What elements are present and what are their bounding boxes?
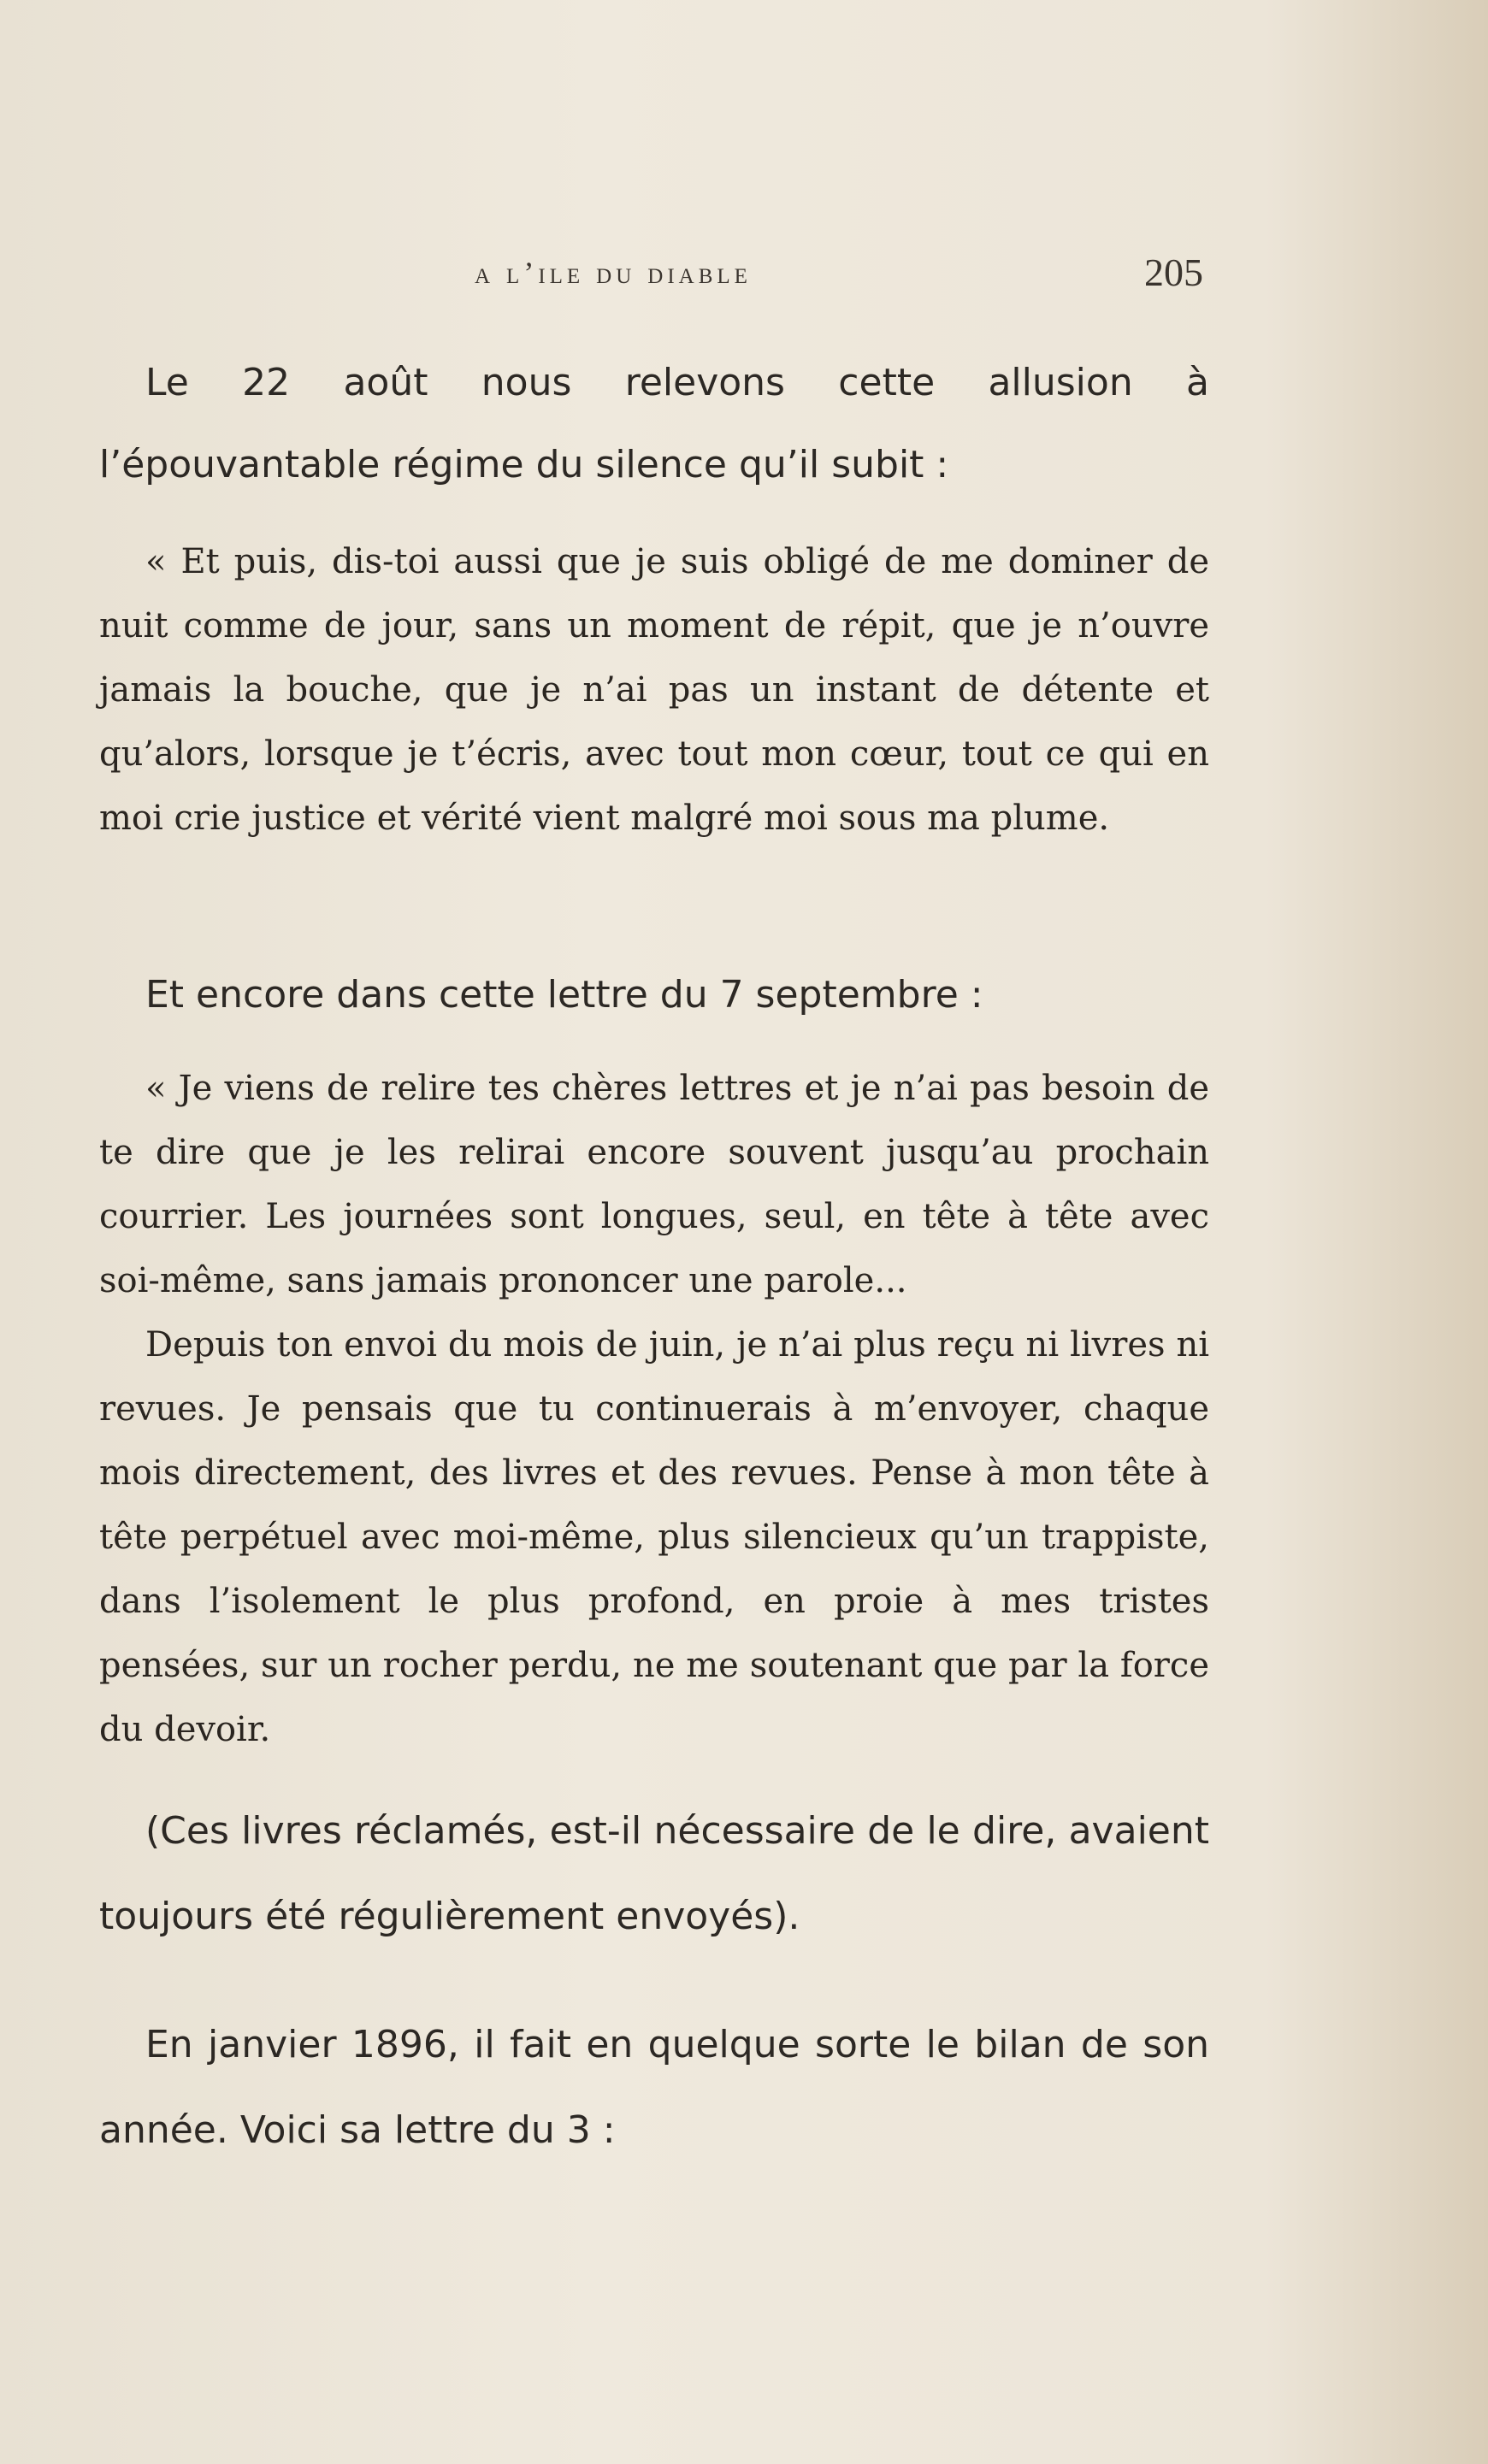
paragraph-intro-september: Et encore dans cette lettre du 7 septembre :	[145, 973, 983, 1017]
page-header	[0, 250, 1488, 298]
quote-september-letter-part2: Depuis ton envoi du mois de juin, je n’ai plus reçu ni livres ni revues. Je pensais que tu continuerais à m’envoyer, chaque mois directement, des livres et des revues. Pense à mon tête à tête perpétuel avec moi-même, plus silencieux qu’un trappiste, dans l’isolement le plus profond, en proie à mes tristes pensées, sur un rocher perdu, ne me soutenant que par la force du devoir.	[99, 1325, 1209, 1749]
quote-august-letter: « Et puis, dis-toi aussi que je suis obligé de me dominer de nuit comme de jour, sans un moment de répit, que je n’ouvre jamais la bouche, que je n’ai pas un instant de détente et qu’alors, lorsque je t’écris, avec tout mon cœur, tout ce qui en moi crie justice et vérité vient malgré moi sous ma plume.	[99, 542, 1209, 838]
paragraph-books-note: (Ces livres réclamés, est-il nécessaire de le dire, avaient toujours été régulièrement envoyés).	[99, 1809, 1209, 1938]
quote-september-letter-part1: « Je viens de relire tes chères lettres et je n’ai pas besoin de te dire que je les relirai encore souvent jusqu’au prochain courrier. Les journées sont longues, seul, en tête à tête avec soi-même, sans jamais prononcer une parole...	[99, 1069, 1209, 1300]
paragraph-january-1896: En janvier 1896, il fait en quelque sorte le bilan de son année. Voici sa lettre du 3 :	[99, 2023, 1209, 2152]
page-number: 205	[1144, 251, 1203, 294]
paragraph-intro-august: Le 22 août nous relevons cette allusion à l’épouvantable régime du silence qu’il subit :	[99, 361, 1209, 486]
running-title: a l’ile du diable	[475, 256, 752, 290]
